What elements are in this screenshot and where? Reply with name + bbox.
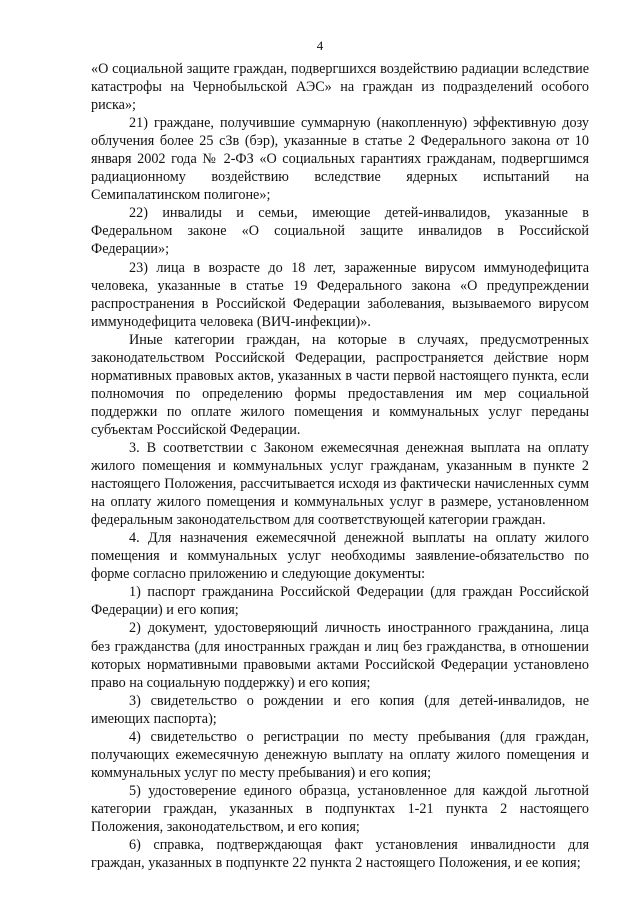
paragraph-doc-1: 1) паспорт гражданина Российской Федерации (для граждан Российской Федерации) и его копия; — [91, 584, 589, 619]
paragraph-item-22: 22) инвалиды и семьи, имеющие детей-инвалидов, указанные в Федеральном законе «О социальной защите инвалидов в Российской Федерации»; — [91, 205, 589, 258]
paragraph-other-categories: Иные категории граждан, на которые в случаях, предусмотренных законодательством Российской Федерации, распространяется действие норм нормативных правовых актов, указанных в части первой настоящего пункта, если полномочия по определению формы предоставления им мер социальной поддержки по оплате жилого помещения и коммунальных услуг переданы субъектам Российской Федерации. — [91, 331, 589, 438]
paragraph-item-21: 21) граждане, получившие суммарную (накопленную) эффективную дозу облучения более 25 сЗв (бэр), указанные в статье 2 Федерального закона от 10 января 2002 года № 2-ФЗ «О социальных гарантиях гражданам, подвергшимся радиационному воздействию вследствие ядерных испытаний на Семипалатинском полигоне»; — [91, 115, 589, 204]
paragraph-section-3: 3. В соответствии с Законом ежемесячная денежная выплата на оплату жилого помещения и коммунальных услуг гражданам, указанным в пункте 2 настоящего Положения, рассчитывается исходя из фактически начисленных сумм на оплату жилого помещения и коммунальных услуг в размере, установленном федеральным законодательством для соответствующей категории граждан. — [91, 439, 589, 529]
paragraph-section-4: 4. Для назначения ежемесячной денежной выплаты на оплату жилого помещения и коммунальных услуг необходимы заявление-обязательство по форме согласно приложению и следующие документы: — [91, 530, 589, 583]
paragraph-continuation: «О социальной защите граждан, подвергшихся воздействию радиации вследствие катастрофы на Чернобыльской АЭС» на граждан из подразделений особого риска»; — [91, 61, 589, 114]
paragraph-doc-5: 5) удостоверение единого образца, установленное для каждой льготной категории граждан, указанных в подпунктах 1-21 пункта 2 настоящего Положения, законодательством, и его копия; — [91, 782, 589, 835]
paragraph-doc-3: 3) свидетельство о рождении и его копия (для детей-инвалидов, не имеющих паспорта); — [91, 692, 589, 727]
paragraph-item-23: 23) лица в возрасте до 18 лет, зараженные вирусом иммунодефицита человека, указанные в статье 19 Федерального закона «О предупреждении распространения в Российской Федерации заболевания, вызываемого вирусом иммунодефицита человека (ВИЧ-инфекции)». — [91, 259, 589, 330]
body-text — [91, 60, 589, 872]
paragraph-doc-2: 2) документ, удостоверяющий личность иностранного гражданина, лица без гражданства (для иностранных граждан и лиц без гражданства, в отношении которых нормативными правовыми актами Российской Федерации установлено право на социальную поддержку) и его копия; — [91, 620, 589, 691]
page-number: 4 — [316, 38, 324, 53]
paragraph-doc-4: 4) свидетельство о регистрации по месту пребывания (для граждан, получающих ежемесячную денежную выплату на оплату жилого помещения и коммунальных услуг по месту пребывания) и его копия; — [91, 728, 589, 781]
paragraph-doc-6: 6) справка, подтверждающая факт установления инвалидности для граждан, указанных в подпункте 22 пункта 2 настоящего Положения, и ее копия; — [91, 837, 589, 872]
